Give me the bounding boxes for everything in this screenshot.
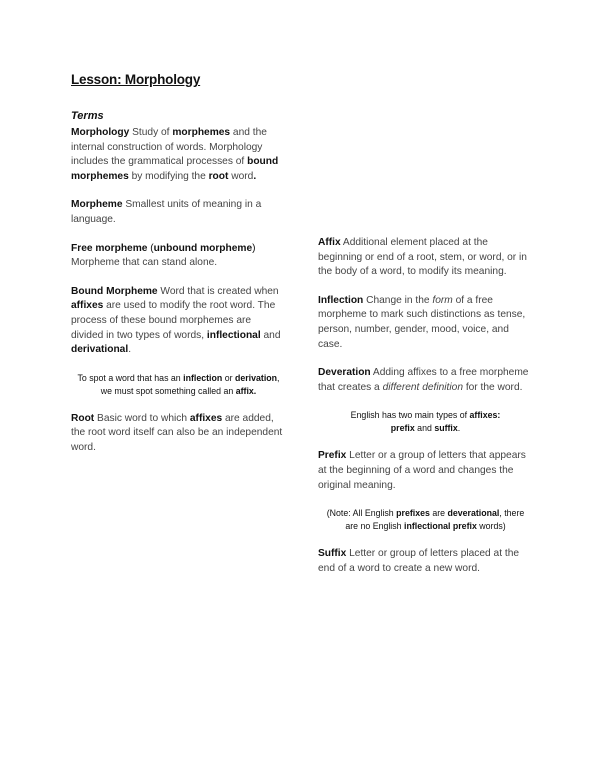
- note-affix: To spot a word that has an inflection or derivation, we must spot something called an affix.: [77, 372, 280, 396]
- term-prefix: Prefix: [318, 450, 347, 462]
- term-suffix: Suffix: [318, 548, 347, 560]
- note-prefixes: (Note: All English prefixes are deverational, there are no English inflectional prefix words): [326, 508, 525, 532]
- entry-root: Root Basic word to which affixes are added, the root word itself can also be an independent word.: [71, 412, 283, 453]
- entry-inflection: Inflection Change in the form of a free morpheme to mark such distinctions as tense, person, number, gender, mood, voice, and case.: [318, 294, 526, 350]
- term-morphology: Morphology: [71, 127, 130, 138]
- page-title: Lesson: Morphology: [71, 72, 201, 87]
- term-inflection: Inflection: [318, 294, 364, 306]
- entry-prefix: Prefix Letter or a group of letters that appears at the beginning of a word and changes the original meaning.: [318, 450, 526, 491]
- entry-affix: Affix Additional element placed at the beginning or end of a root, stem, or word, or in the body of a word, to modify its meaning.: [318, 237, 527, 278]
- note-affix-types: English has two main types of affixes: prefix and suffix.: [350, 410, 501, 434]
- term-deveration: Deveration: [318, 367, 371, 379]
- entry-suffix: Suffix Letter or group of letters placed at the end of a word to create a new word.: [318, 548, 520, 574]
- entry-morpheme: Morpheme Smallest units of meaning in a language.: [71, 199, 262, 225]
- entry-morphology: Morphology Study of morphemes and the internal construction of words. Morphology includes the grammatical processes of bound morphemes by modifying the root word.: [71, 127, 279, 182]
- entry-free-morpheme: Free morpheme (unbound morpheme) Morpheme that can stand alone.: [71, 242, 256, 269]
- term-bound-morpheme: Bound Morpheme: [71, 285, 158, 297]
- left-column: [71, 126, 286, 470]
- terms-heading: Terms: [71, 110, 104, 122]
- term-affix: Affix: [318, 237, 341, 248]
- term-morpheme: Morpheme: [71, 199, 123, 211]
- right-column: [318, 236, 533, 590]
- entry-deveration: Deveration Adding affixes to a free morpheme that creates a different definition for the word.: [318, 367, 529, 393]
- term-free-morpheme: Free morpheme: [71, 242, 148, 254]
- entry-bound-morpheme: Bound Morpheme Word that is created when affixes are used to modify the root word. The process of these bound morphemes are divided in two types of words, inflectional and derivational.: [71, 285, 281, 356]
- term-root: Root: [71, 412, 95, 424]
